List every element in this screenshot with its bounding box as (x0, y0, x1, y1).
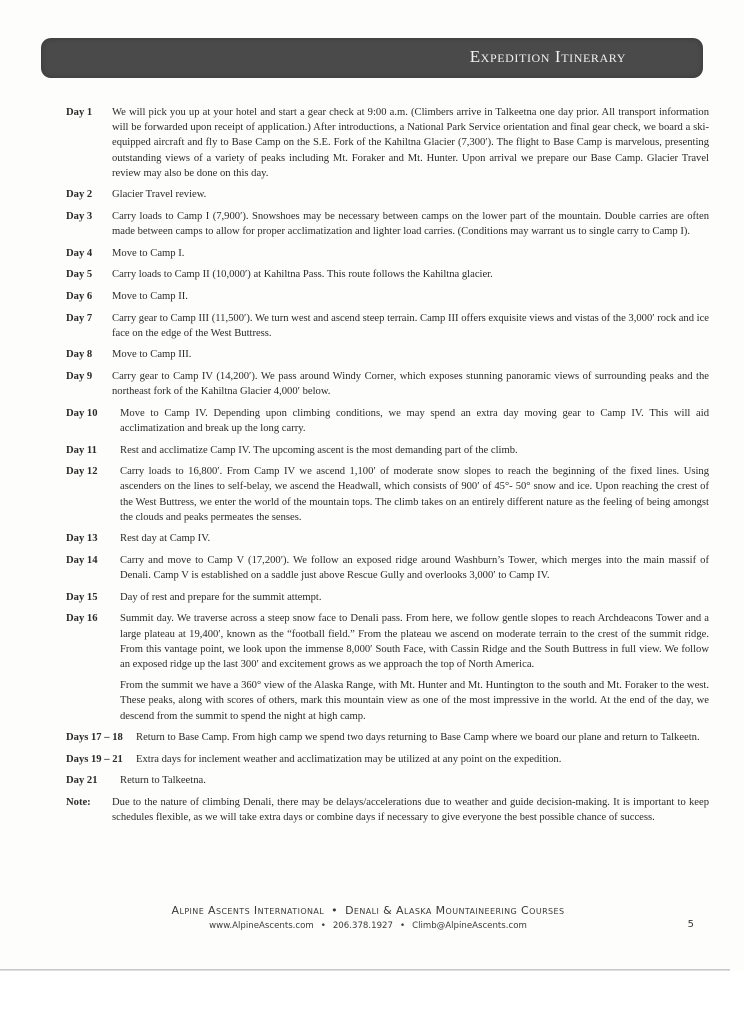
description-paragraph: Move to Camp III. (112, 349, 192, 361)
bullet-separator: • (331, 904, 339, 917)
itinerary-entry (66, 311, 709, 341)
itinerary-entry (66, 553, 709, 583)
day-description (120, 590, 709, 605)
description-paragraph: Carry loads to Camp II (10,000′) at Kahiltna Pass. This route follows the Kahiltna glacier. (112, 269, 493, 281)
footer-org-name: Alpine Ascents International (171, 904, 325, 917)
footer-website: www.AlpineAscents.com (209, 921, 314, 931)
day-label: Day 7 (66, 312, 93, 324)
itinerary-entry (66, 773, 709, 788)
description-paragraph: Move to Camp I. (112, 247, 185, 259)
itinerary-list (66, 105, 709, 832)
day-label: Day 13 (66, 533, 98, 545)
day-label: Day 4 (66, 247, 93, 259)
itinerary-entry (66, 246, 709, 261)
day-description (120, 406, 709, 436)
description-paragraph: Return to Talkeetna. (120, 775, 206, 787)
description-paragraph: Move to Camp II. (112, 290, 188, 302)
description-paragraph: Carry loads to 16,800′. From Camp IV we ascend 1,100′ of moderate snow slopes to reach the beginning of the fixed lines. Using ascenders on the lines to self-belay, we ascend the Headwall, which consists of 900′ of 45°- 50° snow and ice. Upon reaching the crest of the West Buttress, we enter the world of the mountain tops. The climb takes on an entirely different nature as the feeling of being amongst the clouds and peaks permeates the senses. (120, 466, 709, 523)
description-paragraph: Day of rest and prepare for the summit attempt. (120, 591, 322, 603)
scan-background (0, 971, 744, 1023)
day-label: Day 9 (66, 370, 93, 382)
day-description (112, 311, 709, 341)
footer-organization-line (0, 904, 744, 917)
footer-email: Climb@AlpineAscents.com (412, 921, 527, 931)
day-label: Day 5 (66, 269, 93, 281)
itinerary-entry (66, 267, 709, 282)
day-label: Note: (66, 796, 91, 808)
itinerary-entry (66, 730, 709, 745)
day-description (120, 464, 709, 525)
itinerary-entry (66, 590, 709, 605)
day-description (112, 209, 709, 239)
day-label: Day 11 (66, 444, 97, 456)
day-label: Day 6 (66, 290, 93, 302)
bullet-separator: • (399, 921, 406, 931)
itinerary-entry (66, 289, 709, 304)
bullet-separator: • (320, 921, 326, 931)
day-label: Day 15 (66, 591, 98, 603)
description-paragraph: From the summit we have a 360° view of the Alaska Range, with Mt. Hunter and Mt. Huntington to the south and Mt. Foraker to the west. These peaks, along with scores of others, mark this mountain view as one of the most impressive in the world. At the end of the day, we descend from the summit to spend the night at high camp. (120, 680, 709, 722)
day-description (112, 187, 709, 202)
day-description (112, 105, 709, 181)
itinerary-entry (66, 464, 709, 525)
description-paragraph: Glacier Travel review. (112, 189, 207, 201)
day-description (120, 553, 709, 583)
itinerary-entry (66, 531, 709, 546)
description-paragraph: Due to the nature of climbing Denali, there may be delays/accelerations due to weather and guide decision-making. It is important to keep schedules flexible, as we will take extra days or combine days if necessary to give everyone the best possible chance of success. (112, 796, 709, 824)
day-description (120, 773, 709, 788)
description-paragraph: Rest day at Camp IV. (120, 533, 211, 545)
itinerary-entry (66, 752, 709, 767)
itinerary-entry (66, 369, 709, 399)
itinerary-entry (66, 406, 709, 436)
section-banner (41, 38, 703, 78)
day-description (120, 611, 709, 723)
footer-phone: 206.378.1927 (332, 921, 393, 931)
footer-course-name: Denali & Alaska Mountaineering Courses (345, 904, 565, 917)
description-paragraph: Rest and acclimatize Camp IV. The upcoming ascent is the most demanding part of the climb. (120, 444, 518, 456)
day-description (112, 289, 709, 304)
footer-contact-line (0, 921, 744, 931)
page-footer (0, 904, 744, 931)
day-label: Day 16 (66, 613, 98, 625)
day-description (112, 347, 709, 362)
day-label: Day 21 (66, 775, 98, 787)
itinerary-entry (66, 443, 709, 458)
itinerary-entry (66, 347, 709, 362)
description-paragraph: Extra days for inclement weather and acclimatization may be utilized at any point on the expedition. (136, 753, 562, 765)
description-paragraph: Return to Base Camp. From high camp we spend two days returning to Base Camp where we board our plane and return to Talkeetn. (136, 732, 700, 744)
description-paragraph: Summit day. We traverse across a steep snow face to Denali pass. From here, we follow gentle slopes to reach Archdeacons Tower and a large plateau at 19,400′, known as the “football field.” From the plateau we ascend on moderate terrain to the crest of the summit ridge. From this vantage point, we look upon the immense 8,000′ South Face, with Cassin Ridge and the South Buttress in full view. We follow an exposed ridge up the last 300′ and excitement grows as we approach the top of North America. (120, 613, 709, 670)
day-label: Days 17 – 18 (66, 732, 123, 744)
day-label: Days 19 – 21 (66, 753, 123, 765)
day-label: Day 1 (66, 107, 93, 118)
day-label: Day 14 (66, 554, 98, 566)
day-description (120, 531, 709, 546)
day-label: Day 8 (66, 349, 93, 361)
description-paragraph: Carry and move to Camp V (17,200′). We follow an exposed ridge around Washburn’s Tower, which merges into the main massif of Denali. Camp V is established on a saddle just above Rescue Gully and overlooks 3,000′ to Camp IV. (120, 554, 709, 582)
description-paragraph: We will pick you up at your hotel and start a gear check at 9:00 a.m. (Climbers arrive in Talkeetna one day prior. All transport information will be forwarded upon receipt of application.) After introductions, a National Park Service orientation and final gear check, we board a ski-equipped aircraft and fly to Base Camp on the S.E. Fork of the Kahiltna Glacier (7,300′). The flight to Base Camp is marvelous, presenting outstanding views of a variety of peaks including Mt. Foraker and Mt. Hunter. Upon arrival we prepare our Base Camp. Glacier Travel review may also be done on this day. (112, 107, 709, 179)
day-description (112, 795, 709, 825)
day-description (136, 730, 709, 745)
section-title: Expedition Itinerary (469, 47, 626, 66)
itinerary-entry (66, 209, 709, 239)
itinerary-entry (66, 611, 709, 723)
itinerary-entry (66, 795, 709, 825)
itinerary-entry (66, 105, 709, 181)
itinerary-entry (66, 187, 709, 202)
description-paragraph: Carry gear to Camp III (11,500′). We turn west and ascend steep terrain. Camp III offers exquisite views and vistas of the 3,000′ rock and ice face on the edge of the West Buttress. (112, 312, 709, 339)
day-description (112, 369, 709, 399)
day-label: Day 2 (66, 189, 93, 201)
page-number: 5 (687, 919, 694, 930)
day-description (112, 267, 709, 282)
day-description (136, 752, 709, 767)
day-description (112, 246, 709, 261)
description-paragraph: Move to Camp IV. Depending upon climbing conditions, we may spend an extra day moving gear to Camp IV. This will aid acclimatization and break up the long carry. (120, 407, 709, 434)
day-description (120, 443, 709, 458)
description-paragraph: Carry gear to Camp IV (14,200′). We pass around Windy Corner, which exposes stunning panoramic views of surrounding peaks and the northeast fork of the Kahiltna Glacier 4,000′ below. (112, 370, 709, 398)
day-label: Day 3 (66, 211, 93, 222)
description-paragraph: Carry loads to Camp I (7,900′). Snowshoes may be necessary between camps on the lower part of the mountain. Double carries are often made between camps to allow for proper acclimatization and lighter load carries. (Conditions may warrant us to single carry to Camp I). (112, 211, 709, 238)
day-label: Day 12 (66, 466, 98, 478)
day-label: Day 10 (66, 407, 98, 419)
